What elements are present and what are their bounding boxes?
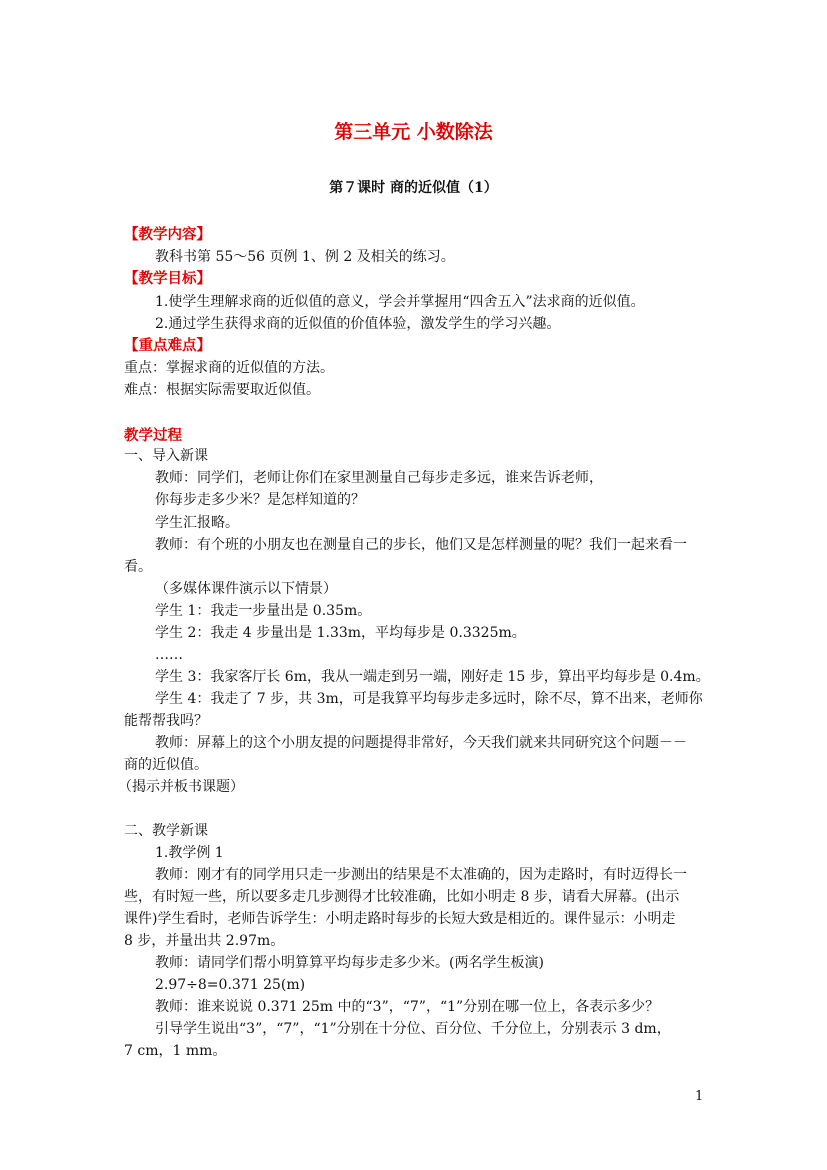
paragraph-line: 教师：屏幕上的这个小朋友提的问题提得非常好，今天我们就来共同研究这个问题－－ xyxy=(155,735,687,751)
ellipsis-line: …… xyxy=(155,647,183,663)
paragraph-line: 教师：请同学们帮小明算算平均每步走多少米。(两名学生板演) xyxy=(155,955,544,971)
paragraph-line: （揭示并板书课题） xyxy=(118,779,244,795)
document-title: 第三单元 小数除法 xyxy=(334,121,493,143)
paragraph-line: 学生汇报略。 xyxy=(155,515,239,531)
paragraph-line: 学生 3：我家客厅长 6m，我从一端走到另一端，刚好走 15 步，算出平均每步是 0.4m。 xyxy=(155,669,710,685)
paragraph-line: 看。 xyxy=(124,559,152,575)
paragraph-line: 8 步，并量出共 2.97m。 xyxy=(124,933,285,949)
section-intro-heading: 一、导入新课 xyxy=(124,448,208,464)
paragraph-line: （多媒体课件演示以下情景） xyxy=(155,581,337,597)
paragraph-line: 你每步走多少米？是怎样知道的？ xyxy=(155,492,365,508)
paragraph-line: 1.教学例 1 xyxy=(155,845,224,861)
paragraph-line: 些，有时短一些，所以要多走几步测得才比较准确，比如小明走 8 步，请看大屏幕。(出示 xyxy=(124,889,680,905)
paragraph-line: 教师：同学们，老师让你们在家里测量自己每步走多远，谁来告诉老师， xyxy=(155,470,603,486)
paragraph-line: 引导学生说出“3”，“7”，“1”分别在十分位、百分位、千分位上，分别表示 3 dm， xyxy=(155,1021,671,1037)
difficult-point: 难点：根据实际需要取近似值。 xyxy=(124,382,320,398)
equation-line: 2.97÷8=0.371 25(m) xyxy=(155,977,306,993)
teaching-goals-heading: 【教学目标】 xyxy=(124,270,211,287)
paragraph-line: 学生 2：我走 4 步量出是 1.33m，平均每步是 0.3325m。 xyxy=(155,625,526,641)
lesson-subtitle: 第７课时 商的近似值（1） xyxy=(329,180,498,196)
paragraph-line: 商的近似值。 xyxy=(124,757,208,773)
page-number: 1 xyxy=(695,1089,704,1104)
paragraph-line: 学生 4：我走了 7 步，共 3m，可是我算平均每步走多远时，除不尽，算不出来，老师你 xyxy=(155,691,703,707)
key-point: 重点：掌握求商的近似值的方法。 xyxy=(124,360,334,376)
key-difficult-heading: 【重点难点】 xyxy=(124,337,211,354)
paragraph-line: 能帮帮我吗？ xyxy=(124,713,208,729)
teaching-content-text: 教科书第 55～56 页例 1、例 2 及相关的练习。 xyxy=(155,249,455,265)
teaching-content-heading: 【教学内容】 xyxy=(124,226,211,243)
teaching-goal-2: 2.通过学生获得求商的近似值的价值体验，激发学生的学习兴趣。 xyxy=(155,316,561,332)
paragraph-line: 教师：有个班的小朋友也在测量自己的步长，他们又是怎样测量的呢？我们一起来看一 xyxy=(155,537,687,553)
paragraph-line: 教师：刚才有的同学用只走一步测出的结果是不太准确的，因为走路时，有时迈得长一 xyxy=(155,867,687,883)
paragraph-line: 教师：谁来说说 0.371 25m 中的“3”，“7”，“1”分别在哪一位上，各表示多少？ xyxy=(155,999,660,1015)
teaching-process-heading: 教学过程 xyxy=(124,427,182,444)
paragraph-line: 课件)学生看时，老师告诉学生：小明走路时每步的长短大致是相近的。课件显示：小明走 xyxy=(124,911,676,927)
section-new-lesson-heading: 二、教学新课 xyxy=(124,823,208,839)
paragraph-line: 学生 1：我走一步量出是 0.35m。 xyxy=(155,603,372,619)
paragraph-line: 7 cm，1 mm。 xyxy=(124,1043,227,1059)
teaching-goal-1: 1.使学生理解求商的近似值的意义，学会并掌握用“四舍五入”法求商的近似值。 xyxy=(155,294,645,310)
